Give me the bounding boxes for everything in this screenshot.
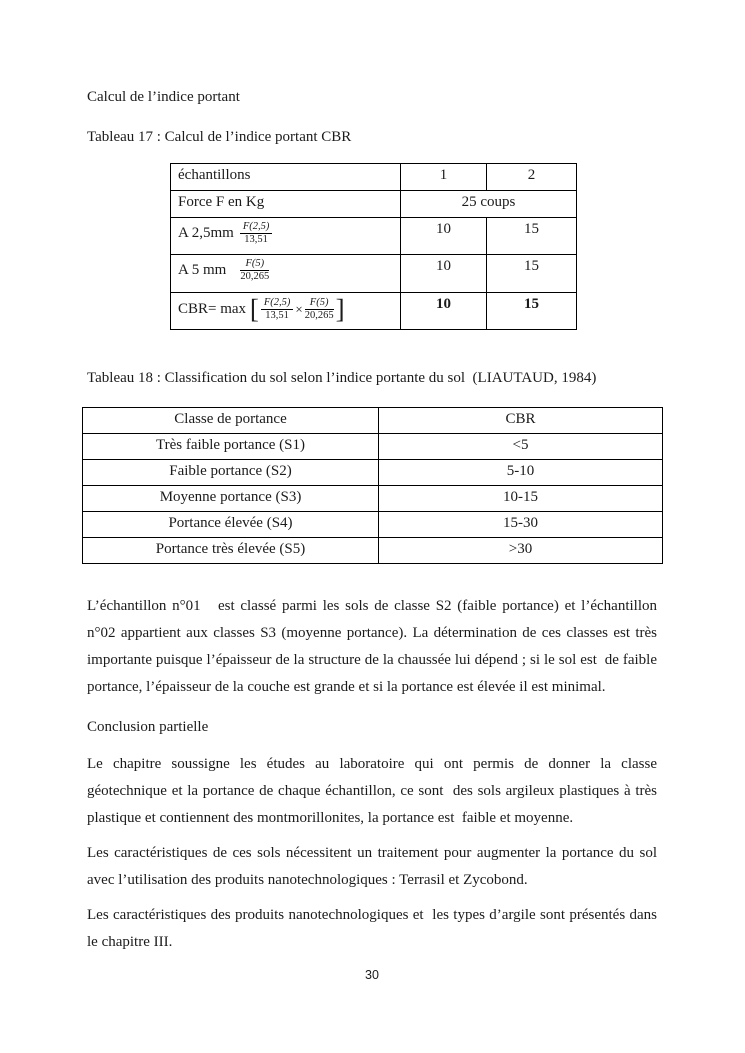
table-cell: Classe de portance [83,408,379,434]
conclusion-heading: Conclusion partielle [87,719,209,735]
table-cell: 15-30 [379,512,663,538]
table-cell [171,218,401,255]
table-row [83,538,663,564]
table-cell: 15 [487,293,577,330]
fraction-numerator: F(5) [305,297,334,310]
fraction [240,258,269,283]
fraction [240,221,273,246]
table-cell: CBR [379,408,663,434]
table-cell [171,293,401,330]
table-cell: >30 [379,538,663,564]
table-cell: échantillons [171,164,401,191]
fraction-denominator: 20,265 [240,271,270,283]
paragraph-classification: L’échantillon n°01 est classé parmi les sols de classe S2 (faible portance) et l’échantillon n°02 appartient aux classes S3 (moyenne portance). La détermination de ces classes est très importante puisque l’épaisseur de la structure de la chaussée lui dépend ; si le sol est de faible portance, l’épaisseur de la couche est grande et si la portance est élevée il est minimal. [87,598,661,695]
table-cell: 10-15 [379,486,663,512]
multiplication-sign: × [295,301,303,317]
table-row [171,293,577,330]
paragraph-conclusion-3: Les caractéristiques des produits nanotechnologiques et les types d’argile sont présentés dans le chapitre III. [87,907,661,950]
table-row [83,434,663,460]
fraction-numerator: F(5) [240,258,269,271]
table-row [171,164,577,191]
table-cell: 15 [487,218,577,255]
fraction [261,297,294,322]
table-cell: 10 [401,218,487,255]
row-label: A 5 mm [178,262,227,278]
cbr-formula-prefix: CBR= max [178,300,250,317]
table-cell: 5-10 [379,460,663,486]
table-cell: Force F en Kg [171,191,401,218]
table-cell: 2 [487,164,577,191]
table18-soil-classification [82,407,663,564]
table17-cbr-calculation [170,163,577,330]
table-cell: 1 [401,164,487,191]
fraction-numerator: F(2,5) [240,221,273,234]
table-cell: Portance très élevée (S5) [83,538,379,564]
fraction-denominator: 20,265 [304,310,334,321]
table-cell: Très faible portance (S1) [83,434,379,460]
table-cell: 10 [401,255,487,293]
open-bracket: [ [249,294,259,324]
table-row [171,255,577,293]
fraction-denominator: 13,51 [244,234,268,246]
page-number: 30 [365,968,379,982]
table17-caption: Tableau 17 : Calcul de l’indice portant CBR [87,129,352,145]
table-cell: Faible portance (S2) [83,460,379,486]
table-cell: Moyenne portance (S3) [83,486,379,512]
table-row [171,218,577,255]
table-cell: <5 [379,434,663,460]
paragraph-conclusion-1: Le chapitre soussigne les études au laboratoire qui ont permis de donner la classe géotechnique et la portance de chaque échantillon, ce sont des sols argileux plastiques à très plastique et contiennent des montmorillonites, la portance est faible et moyenne. [87,756,661,826]
table-row [83,512,663,538]
close-bracket: ] [335,294,345,324]
section-heading: Calcul de l’indice portant [87,89,240,105]
fraction [305,297,334,322]
row-label: A 2,5mm [178,225,234,241]
table-row [83,460,663,486]
table-header-row [83,408,663,434]
paragraph-conclusion-2: Les caractéristiques de ces sols nécessitent un traitement pour augmenter la portance du sol avec l’utilisation des produits nanotechnologiques : Terrasil et Zycobond. [87,845,661,888]
fraction-denominator: 13,51 [265,310,289,321]
table-cell [171,255,401,293]
table-row [171,191,577,218]
table-cell: 10 [401,293,487,330]
table-row [83,486,663,512]
table-cell: 25 coups [401,191,577,218]
table18-caption: Tableau 18 : Classification du sol selon l’indice portante du sol (LIAUTAUD, 1984) [87,370,597,386]
table-cell: Portance élevée (S4) [83,512,379,538]
table-cell: 15 [487,255,577,293]
fraction-numerator: F(2,5) [261,297,294,310]
